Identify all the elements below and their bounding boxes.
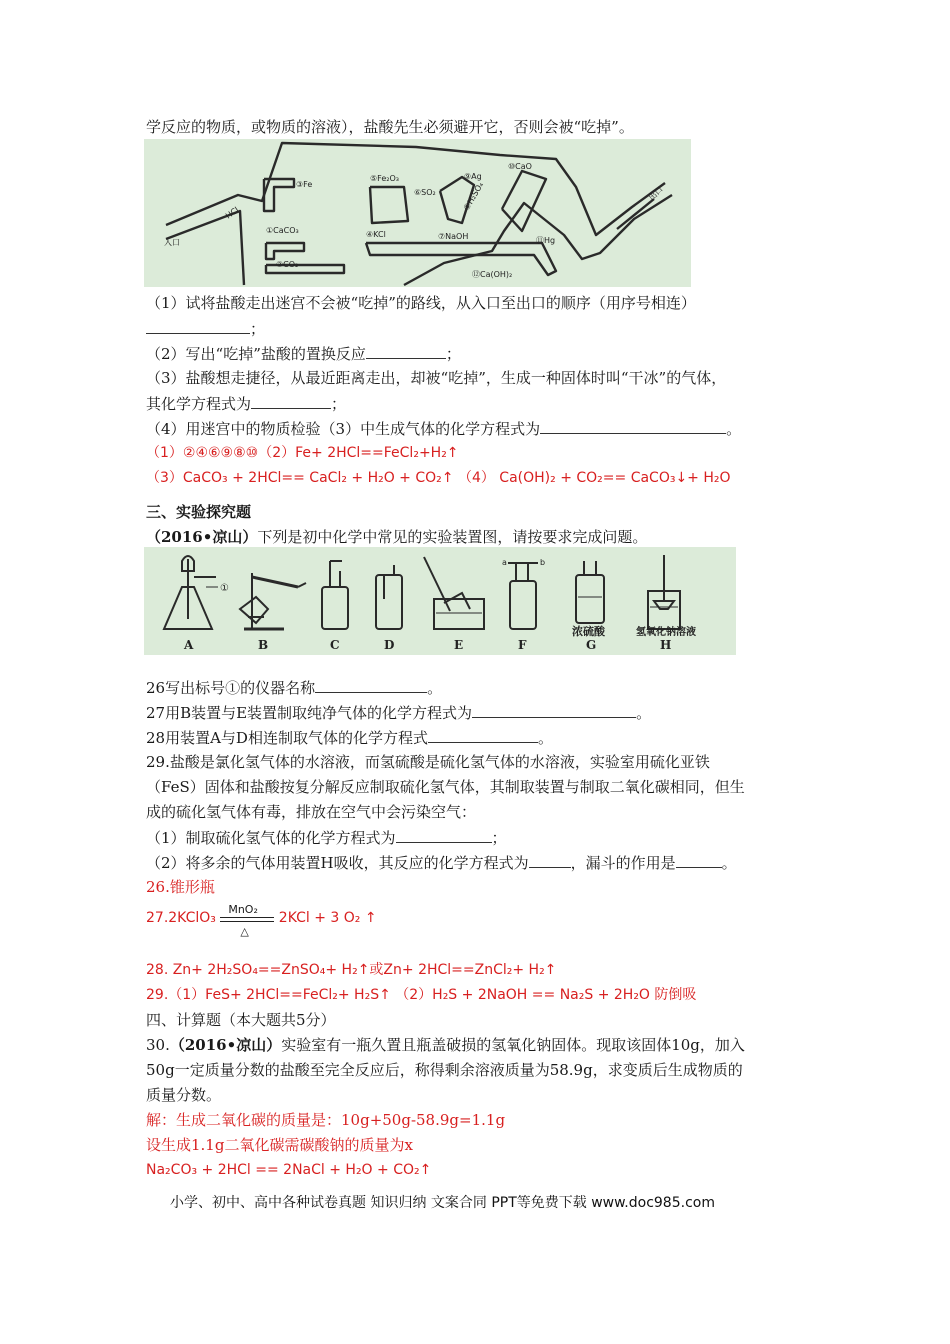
apparatus-figure [144,547,736,655]
answer-26: 26.锥形瓶 [146,878,215,896]
q27-end: 。 [636,704,652,722]
q29-text-b: （FeS）固体和盐酸按复分解反应制取硫化氢气体，其制取装置与制取二氧化碳相同，但生 [146,778,745,796]
answer-29: 29.（1）FeS+ 2HCl==FeCl₂+ H₂S↑ （2）H₂S + 2NaOH == Na₂S + 2H₂O 防倒吸 [146,987,697,1003]
q29-2-blank-b[interactable] [676,852,722,868]
q3-end: ； [331,395,347,413]
apparatus-label-b: B [258,638,269,652]
q26-text: 26写出标号①的仪器名称 [146,679,316,697]
q29-2-blank-a[interactable] [529,852,571,868]
q26-end: 。 [427,679,443,697]
answer-27-heat: △ [240,925,249,938]
q2-line [146,343,461,364]
q29-text-a: 29.盐酸是氯化氢气体的水溶液，而氢硫酸是硫化氢气体的水溶液，实验室用硫化亚铁 [146,753,710,771]
answer-28: 28. Zn+ 2H₂SO₄==ZnSO₄+ H₂↑或Zn+ 2HCl==ZnCl₂+ H₂↑ [146,962,557,978]
apparatus-f-a: a [502,558,507,567]
section-4-heading: 四、计算题（本大题共5分） [146,1011,336,1029]
q30-source: （2016•凉山） [169,1036,282,1054]
q29-2-text: （2）将多余的气体用装置H吸收，其反应的化学方程式为 [146,854,529,872]
q28-text: 28用装置A与D相连制取气体的化学方程式 [146,729,428,747]
q29-1-blank[interactable] [396,827,492,843]
q1-text: （1）试将盐酸走出迷宫不会被“吃掉”的路线，从入口至出口的顺序（用序号相连） [146,294,696,312]
q29-1-line [146,827,507,848]
apparatus-label-h: H [660,638,672,652]
q4-end: 。 [726,420,742,438]
q2-blank[interactable] [366,343,446,359]
answer-line-1: （1）②④⑥⑨⑧⑩（2）Fe+ 2HCl==FeCl₂+H₂↑ [146,445,459,461]
q30-text-a: 实验室有一瓶久置且瓶盖破损的氢氧化钠固体。现取该固体10g，加入 [281,1036,745,1054]
q29-1-end: ； [491,829,507,847]
answer-27 [146,903,377,938]
answer-27-catalyst: MnO₂ [228,903,258,916]
q28-line [146,727,553,748]
apparatus-diagram [144,547,736,655]
apparatus-f-b: b [540,558,546,567]
answer-27-left: 27.2KClO₃ [146,910,216,926]
maze-cao-label: ⑩CaO [508,162,532,171]
maze-caco3-label: ①CaCO₃ [266,226,299,235]
maze-fe-label: ③Fe [296,180,313,189]
q1-blank[interactable] [146,318,250,334]
apparatus-label-g: G [586,638,597,652]
solution-line-2: 设生成1.1g二氧化碳需碳酸钠的质量为x [146,1136,413,1154]
maze-co2-label: ②CO₂ [276,260,299,269]
q26-line [146,677,442,698]
maze-figure [144,139,691,287]
answer-line-2: （3）CaCO₃ + 2HCl== CaCl₂ + H₂O + CO₂↑ （4） Ca(OH)₂ + CO₂== CaCO₃↓+ H₂O [146,470,731,486]
experiment-intro [146,527,647,547]
maze-naoh-label: ⑦NaOH [438,232,469,241]
maze-h2so4-label: ⑧H₂SO₄ [461,180,486,212]
answer-27-right: 2KCl + 3 O₂ ↑ [278,910,377,926]
maze-fe2o3-label: ⑤Fe₂O₃ [370,174,399,183]
apparatus-label-f: F [518,638,527,652]
q1-end: ； [250,320,266,338]
apparatus-h-label: 氢氧化钠溶液 [636,627,696,638]
apparatus-marker: ① [220,583,229,594]
q2-end: ； [445,345,461,363]
experiment-intro-text: 下列是初中化学中常见的实验装置图，请按要求完成问题。 [257,528,648,546]
q29-2-end: 。 [721,854,737,872]
maze-hcl-label: HCl [223,205,241,221]
apparatus-label-e: E [454,638,464,652]
q1-answer-line [146,318,265,339]
q30-line-a [146,1035,745,1055]
q27-text: 27用B装置与E装置制取纯净气体的化学方程式为 [146,704,473,722]
q28-end: 。 [537,729,553,747]
maze-ag-label: ⑨Ag [464,172,482,181]
q3-text-a: （3）盐酸想走捷径，从最近距离走出，却被“吃掉”，生成一种固体时叫“干冰”的气体， [146,369,727,387]
q2-text: （2）写出“吃掉”盐酸的置换反应 [146,345,366,363]
apparatus-label-d: D [384,638,395,652]
q29-1-text: （1）制取硫化氢气体的化学方程式为 [146,829,396,847]
q26-blank[interactable] [315,677,427,693]
apparatus-label-a: A [184,638,194,652]
q27-blank[interactable] [472,702,636,718]
q29-2-line [146,852,737,873]
q27-line [146,702,651,723]
maze-caoh2-label: ⑫Ca(OH)₂ [472,270,513,279]
page-footer: 小学、初中、高中各种试卷真题 知识归纳 文案合同 PPT等免费下载 www.doc985.com [170,1195,715,1211]
apparatus-label-c: C [330,638,340,652]
q3-blank[interactable] [251,393,331,409]
q3-line-b [146,393,346,414]
q28-blank[interactable] [428,727,538,743]
q3-text-b: 其化学方程式为 [146,395,252,413]
maze-entrance-label: 入口 [164,238,180,247]
maze-hg-label: ⑪Hg [536,236,556,245]
q29-text-c: 成的硫化氢气体有毒，排放在空气中会污染空气： [146,803,477,821]
experiment-source: （2016•凉山） [146,528,258,546]
intro-line: 学反应的物质，或物质的溶液），盐酸先生必须避开它，否则会被“吃掉”。 [146,118,634,136]
maze-exit-label: 出口 [647,184,665,203]
maze-diagram [144,139,691,287]
solution-line-1: 解：生成二氧化碳的质量是：10g+50g-58.9g=1.1g [146,1111,506,1129]
apparatus-g-label: 浓硫酸 [572,625,605,638]
q30-text-b: 50g一定质量分数的盐酸至完全反应后，称得剩余溶液质量为58.9g，求变质后生成物质的 [146,1061,743,1079]
q4-blank[interactable] [540,418,726,434]
q30-number: 30. [146,1036,170,1054]
answer-27-arrow [220,903,274,938]
maze-kcl-label: ④KCl [366,230,386,239]
section-3-heading: 三、实验探究题 [146,503,252,521]
maze-so2-label: ⑥SO₂ [414,188,436,197]
q4-line [146,418,741,439]
q30-text-c: 质量分数。 [146,1086,222,1104]
solution-line-3: Na₂CO₃ + 2HCl == 2NaCl + H₂O + CO₂↑ [146,1162,432,1178]
q29-2-mid: ，漏斗的作用是 [570,854,676,872]
q4-text: （4）用迷宫中的物质检验（3）中生成气体的化学方程式为 [146,420,541,438]
